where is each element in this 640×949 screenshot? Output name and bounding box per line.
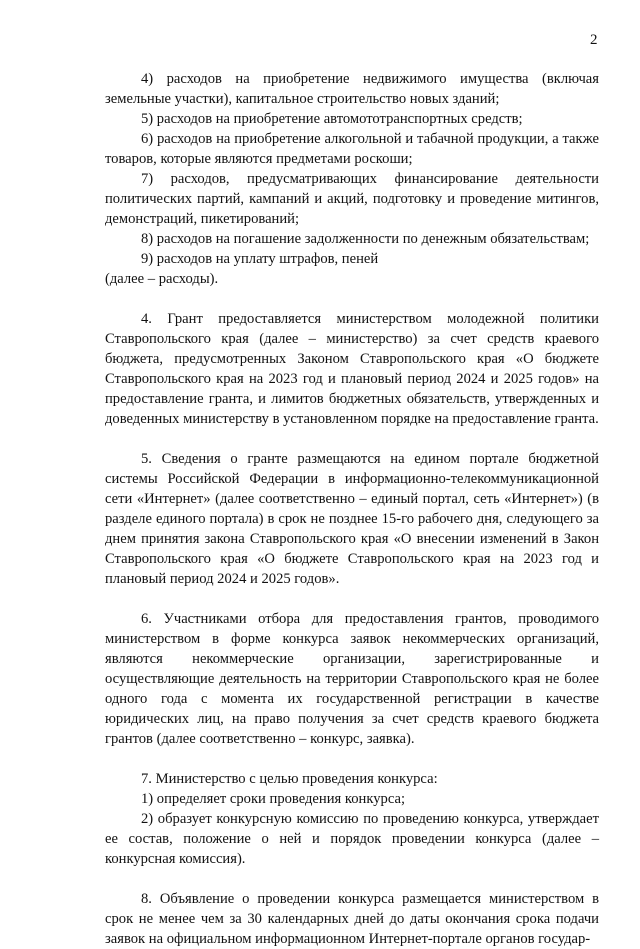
paragraph-expenses-definition: (далее – расходы).	[105, 271, 219, 287]
paragraph-expense-8: 8) расходов на погашение задолженности по денежным обязательствам;	[141, 231, 590, 247]
paragraph-section-5: 5. Сведения о гранте размещаются на едином портале бюджетной системы Российской Федерации в информационно-телекоммуникационной сети «Интернет» (далее соответственно – единый портал, сеть «Интернет») (в разделе единого портала) в срок не позднее 15-го рабочего дня, следующего за днем принятия закона Ставропольского края «О внесении изменений в Закон Ставропольского края «О бюджете Ставропольского края на 2023 год и плановый период 2024 и 2025 годов».	[105, 451, 599, 587]
paragraph-section-8: 8. Объявление о проведении конкурса размещается министерством в срок не менее чем за 30 календарных дней до даты окончания срока подачи заявок на официальном информационном Интернет-портале органов государ-	[105, 891, 599, 947]
document-body	[105, 69, 599, 949]
paragraph-section-7: 7. Министерство с целью проведения конкурса:	[141, 771, 438, 787]
paragraph-expense-7: 7) расходов, предусматривающих финансирование деятельности политических партий, кампаний и акций, подготовку и проведение митингов, демонстраций, пикетирований;	[105, 171, 599, 227]
paragraph-expense-5: 5) расходов на приобретение автомототранспортных средств;	[141, 111, 523, 127]
paragraph-expense-4: 4) расходов на приобретение недвижимого имущества (включая земельные участки), капитальное строительство новых зданий;	[105, 71, 599, 107]
paragraph-expense-9: 9) расходов на уплату штрафов, пеней	[141, 251, 379, 267]
paragraph-section-7-item-2: 2) образует конкурсную комиссию по проведению конкурса, утверждает ее состав, положение о ней и порядок проведении конкурса (далее – конкурсная комиссия).	[105, 811, 599, 867]
paragraph-section-6: 6. Участниками отбора для предоставления грантов, проводимого министерством в форме конкурса заявок некоммерческих организаций, являются некоммерческие организации, зарегистрированные и осуществляющие деятельность на территории Ставропольского края не более одного года с момента их государственной регистрации в качестве юридических лиц, на право получения за счет средств краевого бюджета грантов (далее соответственно – конкурс, заявка).	[105, 611, 599, 747]
page-number: 2	[590, 32, 598, 48]
paragraph-section-4: 4. Грант предоставляется министерством молодежной политики Ставропольского края (далее – министерство) за счет средств краевого бюджета, предусмотренных Законом Ставропольского края «О бюджете Ставропольского края на 2023 год и плановый период 2024 и 2025 годов» на предоставление гранта, и лимитов бюджетных обязательств, утвержденных и доведенных министерству в установленном порядке на предоставление гранта.	[105, 311, 599, 427]
paragraph-section-7-item-1: 1) определяет сроки проведения конкурса;	[141, 791, 406, 807]
paragraph-expense-6: 6) расходов на приобретение алкогольной и табачной продукции, а также товаров, которые являются предметами роскоши;	[105, 131, 599, 167]
